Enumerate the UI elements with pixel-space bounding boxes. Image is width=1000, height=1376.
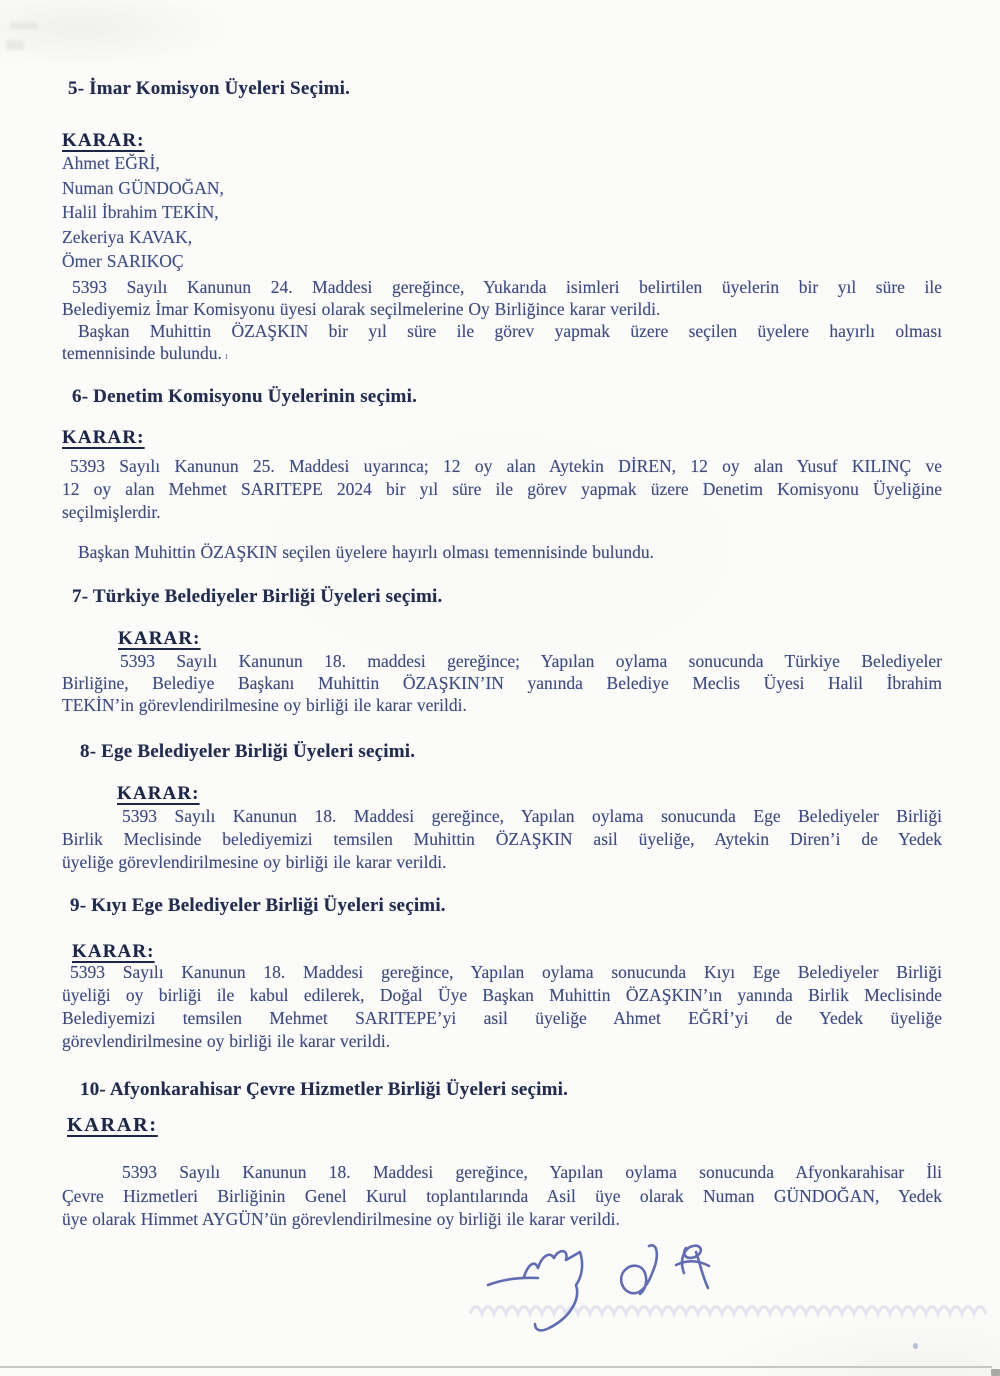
signature-3-tail <box>696 1252 708 1288</box>
scan-corner-mark <box>991 1369 1000 1376</box>
text-line: Başkan Muhittin ÖZAŞKIN seçilen üyelere hayırlı olması temennisinde bulundu. <box>78 542 655 562</box>
karar-label-text: KARAR: <box>72 941 155 962</box>
scan-ink-dot <box>913 1343 918 1349</box>
karar-label-text: KARAR: <box>67 1114 158 1136</box>
bleed-through-ghost-marks <box>468 1292 990 1322</box>
section-6-paragraph <box>62 455 942 524</box>
text-line: 5393 Sayılı Kanunun 18. maddesi gereğince; Yapılan oylama sonucunda Türkiye Belediyeler <box>120 651 942 671</box>
text-line: 12 oy alan Mehmet SARITEPE 2024 bir yıl süre ile görev yapmak üzere Denetim Komisyonu Üyeliğine <box>62 479 942 499</box>
section-5-paragraph-1 <box>62 276 942 320</box>
scan-smudge <box>6 40 24 50</box>
text-line <box>62 342 942 367</box>
member-name: Ömer SARIKOÇ <box>62 251 184 272</box>
text-line: 5393 Sayılı Kanunun 24. Maddesi gereğince, Yukarıda isimleri belirtilen üyelerin bir yıl süre ile <box>72 277 942 297</box>
scan-ink-artifact: ı <box>224 350 228 362</box>
text-line-text: temennisinde bulundu. <box>62 343 222 363</box>
section-7-karar-label <box>118 627 998 650</box>
scan-smudge <box>10 22 38 29</box>
karar-label-text: KARAR: <box>62 130 145 151</box>
text-line: TEKİN’in görevlendirilmesine oy birliği ile karar verildi. <box>62 695 467 715</box>
section-5-karar-label <box>62 129 942 152</box>
section-9-heading: 9- Kıyı Ege Belediyeler Birliği Üyeleri seçimi. <box>70 895 446 916</box>
member-name: Halil İbrahim TEKİN, <box>62 202 219 223</box>
member-name: Zekeriya KAVAK, <box>62 226 193 247</box>
section-8-heading: 8- Ege Belediyeler Birliği Üyeleri seçimi. <box>80 741 416 762</box>
section-10-heading: 10- Afyonkarahisar Çevre Hizmetler Birliği Üyeleri seçimi. <box>80 1079 569 1100</box>
karar-label-text: KARAR: <box>117 783 200 804</box>
section-9-paragraph <box>62 961 942 1053</box>
section-7-heading: 7- Türkiye Belediyeler Birliği Üyeleri seçimi. <box>72 586 443 607</box>
section-10-karar-label <box>67 1114 947 1137</box>
signature-2 <box>621 1245 657 1294</box>
section-8-paragraph <box>62 805 942 874</box>
text-line: Çevre Hizmetleri Birliğinin Genel Kurul toplantılarında Asil üye olarak Numan GÜNDOĞAN, Yedek <box>62 1185 942 1206</box>
signatures-ink <box>430 1232 790 1347</box>
section-9-karar-label <box>72 940 952 963</box>
text-line: 5393 Sayılı Kanunun 18. Maddesi gereğince, Yapılan oylama sonucunda Kıyı Ege Belediyeler Birliği <box>70 962 942 982</box>
karar-label-text: KARAR: <box>118 628 201 649</box>
text-line: Belediyemiz İmar Komisyonu üyesi olarak seçilmelerine Oy Birliğince karar verildi. <box>62 299 661 319</box>
section-10-paragraph <box>62 1161 942 1232</box>
text-line: Başkan Muhittin ÖZAŞKIN bir yıl süre ile görev yapmak üzere seçilen üyelere hayırlı olması <box>78 321 942 341</box>
text-line: Birlik Meclisinde belediyemizi temsilen Muhittin ÖZAŞKIN asil üyeliğe, Aytekin Diren’i de Yedek <box>62 829 942 849</box>
section-6-closing-line <box>78 541 958 564</box>
text-line: Birliğine, Belediye Başkanı Muhittin ÖZAŞKIN’IN yanında Belediye Meclis Üyesi Halil İbrahim <box>62 673 942 693</box>
text-line: görevlendirilmesine oy birliği ile karar verildi. <box>62 1031 391 1051</box>
section-5-member-list <box>62 151 942 274</box>
section-6-heading: 6- Denetim Komisyonu Üyelerinin seçimi. <box>72 386 418 407</box>
section-8-karar-label <box>117 782 997 805</box>
text-line: üyeliği oy birliği ile kabul edilerek, Doğal Üye Başkan Muhittin ÖZAŞKIN’ın yanında Birlik Meclisinde <box>62 985 942 1005</box>
text-line: 5393 Sayılı Kanunun 18. Maddesi gereğince, Yapılan oylama sonucunda Afyonkarahisar İli <box>122 1162 942 1182</box>
text-line: üyeliğe görevlendirilmesine oy birliği ile karar verildi. <box>62 852 447 872</box>
section-5-heading: 5- İmar Komisyon Üyeleri Seçimi. <box>68 78 351 99</box>
section-7-paragraph <box>62 650 942 716</box>
text-line: 5393 Sayılı Kanunun 25. Maddesi uyarınca; 12 oy alan Aytekin DİREN, 12 oy alan Yusuf KILINÇ ve <box>70 456 942 476</box>
section-5-paragraph-2 <box>62 320 942 367</box>
signature-1 <box>488 1278 538 1285</box>
text-line: seçilmişlerdir. <box>62 502 161 522</box>
member-name: Ahmet EĞRİ, <box>62 153 160 173</box>
text-line: Belediyemizi temsilen Mehmet SARITEPE’yi asil üyeliğe Ahmet EĞRİ’yi de Yedek üyeliğe <box>62 1008 942 1028</box>
karar-label-text: KARAR: <box>62 427 145 448</box>
scan-artifact-line <box>0 1366 992 1368</box>
member-name: Numan GÜNDOĞAN, <box>62 177 224 198</box>
text-line: üye olarak Himmet AYGÜN’ün görevlendirilmesine oy birliği ile karar verildi. <box>62 1209 620 1229</box>
section-6-karar-label <box>62 426 942 449</box>
text-line: 5393 Sayılı Kanunun 18. Maddesi gereğince, Yapılan oylama sonucunda Ege Belediyeler Birliği <box>122 806 942 826</box>
